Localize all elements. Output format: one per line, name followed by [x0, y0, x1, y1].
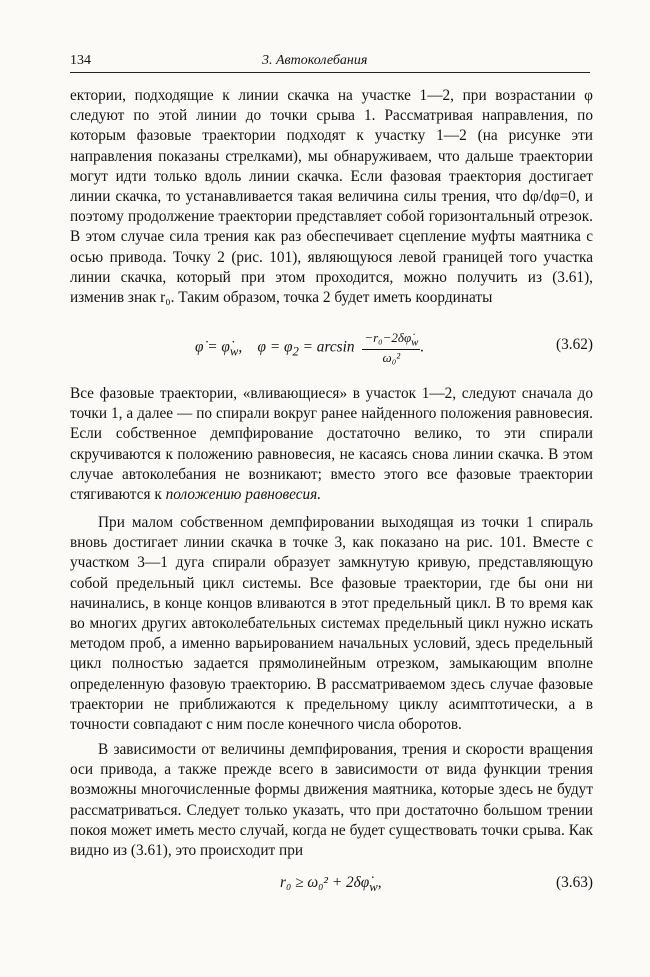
eq362-part2-sub: 2 — [292, 344, 299, 359]
eq362-part2: φ = φ — [257, 338, 293, 356]
paragraph-3-text: При малом собственном демпфировании выходящая из точки 1 спираль вновь достигает линии скачка в точке 3, как показано на рис. 101. Вместе с участком 3—1 дуга спирали образует замкнутую кривую, представляющую собой предельный цикл системы. Все фазовые траектории, где бы они ни начинались, в конце концов вливаются в этот предельный цикл. В то время как во многих других автоколебательных системах предельный цикл нужно искать методом проб, а именно варьированием начальных условий, здесь предельный цикл полностью задается прямолинейным отрезком, замыкающим вполне определенную фазовую траекторию. В рассматриваемом здесь случае фазовые траектории не приближаются к предельному циклу асимптотически, а в точности совпадают с ним после конечного числа оборотов. — [70, 514, 593, 734]
eq362-part1: φ̇ = φ̇ — [195, 338, 230, 356]
equation-3-62-formula: φ̇ = $\varphi̇_w$, $\varphi = \varphi_2 = \arcsin$ $\frac{-r_0-2\delta\varphi̇_w}{\text{ω₀²}}$ . — [195, 330, 425, 365]
page-number: 134 — [70, 53, 91, 68]
eq362-numerator — [362, 330, 420, 350]
equation-3-63-number: (3.63) — [556, 874, 593, 891]
paragraph-4 — [70, 740, 593, 861]
paragraph-1-text: ектории, подходящие к линии скачка на участке 1—2, при возрастании φ следуют по этой линии до точки срыва 1. Рассматривая направления, по которым фазовые траектории подходят к участку 1—2 (на рисунке эти направления показаны стрелками), мы обнаруживаем, что дальше траектории могут идти только вдоль линии скачка. Если фазовая траектория достигает линии скачка, то устанавливается такая величина силы трения, что dφ/dφ=0, и поэтому продолжение траектории представляет собой горизонтальный отрезок. В этом случае сила трения как раз обеспечивает сцепление муфты маятника с осью привода. Точку 2 (рис. 101), являющуюся левой границей того участка линии скачка, который при этом проходится, можно получить из (3.61), изменив знак r₀. Таким образом, точка 2 будет иметь координаты — [70, 87, 593, 307]
running-head: 3. Автоколебания — [262, 53, 368, 68]
paragraph-2-text — [70, 384, 593, 505]
eq363-tail: , — [377, 874, 382, 891]
paragraph-2 — [70, 384, 593, 505]
paragraph-2-main: Все фазовые траектории, «вливающиеся» в участок 1—2, следуют сначала до точки 1, а далее — по спирали вокруг ранее найденного положения равновесия. Если собственное демпфирование достаточно велико, то эти спирали скручиваются к положению равновесия, не касаясь снова линии скачка. В этом случае автоколебания не возникают; вместо этого все фазовые траектории стягиваются к — [70, 385, 593, 504]
eq362-numerator-text: −r₀−2δφ̇ — [364, 330, 412, 345]
equation-3-63 — [70, 872, 593, 906]
equation-3-62-number: (3.62) — [556, 336, 593, 353]
paragraph-4-text: В зависимости от величины демпфирования, трения и скорости вращения оси привода, а также прежде всего в зависимости от вида функции трения возможны многочисленные формы движения маятника, которые здесь не будут рассматриваться. Следует только указать, что при достаточно большом трении покоя может иметь место случай, когда не будет существовать точки срыва. Как видно из (3.61), это происходит при — [70, 741, 593, 860]
eq362-part1-sub: w — [229, 344, 239, 359]
paragraph-1 — [70, 86, 593, 308]
eq363-sub: w — [369, 880, 378, 895]
eq363-text: r₀ ≥ ω₀² + 2δφ̇ — [280, 874, 370, 891]
paragraph-3 — [70, 513, 593, 735]
equation-3-62 — [70, 330, 593, 364]
page-header — [70, 50, 590, 73]
eq362-numerator-sub: w — [411, 336, 419, 349]
eq362-tail: . — [420, 338, 425, 356]
eq362-denominator: ω₀² — [382, 349, 401, 365]
eq362-fraction — [362, 330, 420, 366]
eq362-arcsin: = arcsin — [298, 338, 355, 356]
paragraph-2-emphasis: положению равновесия. — [165, 486, 322, 504]
equation-3-63-formula — [280, 874, 382, 895]
